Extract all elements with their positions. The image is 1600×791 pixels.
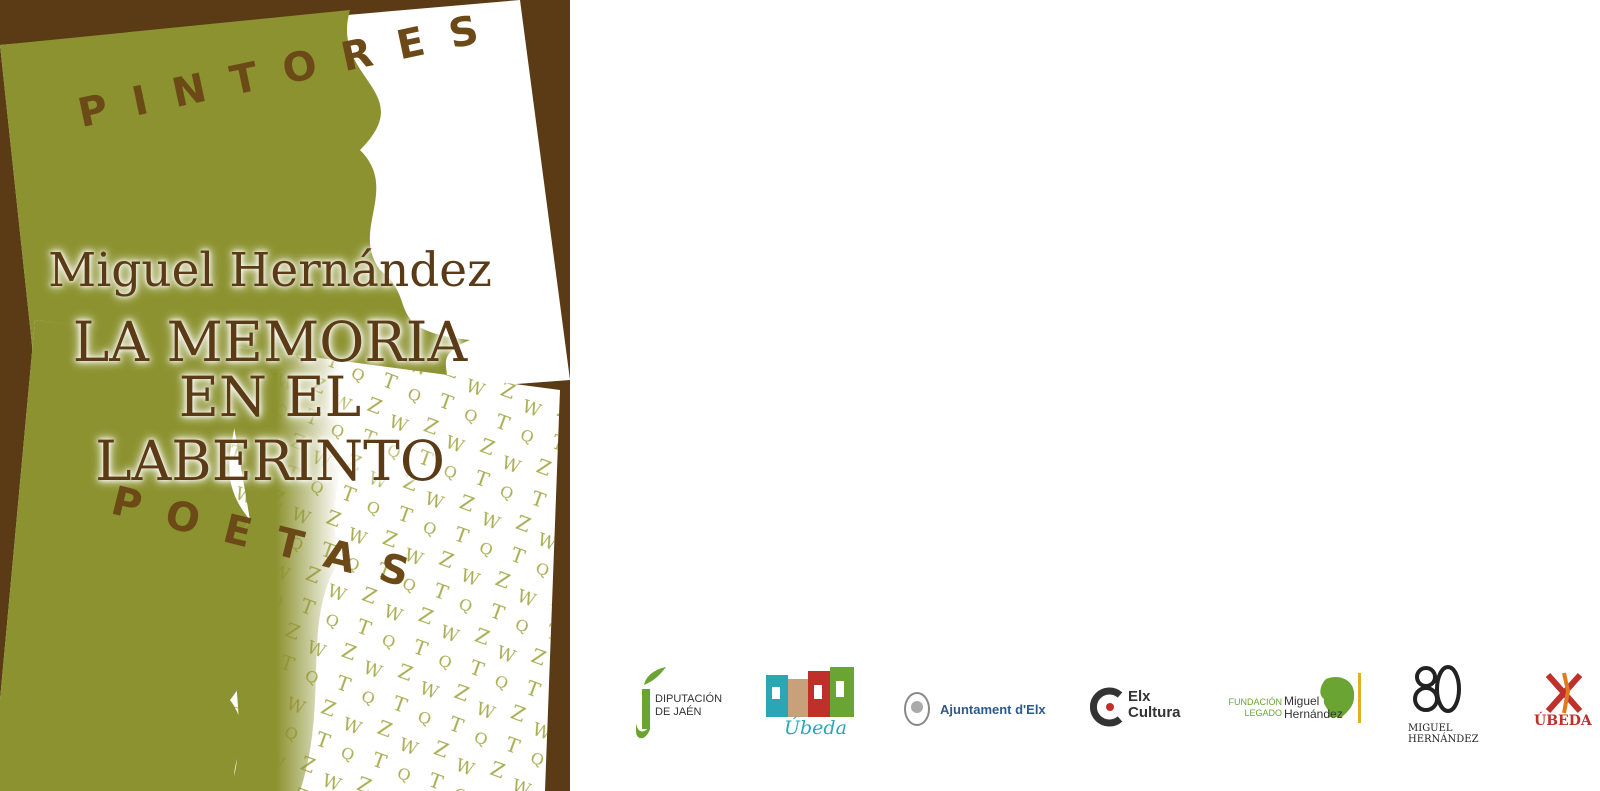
ajuntament-elx-logo: [902, 665, 1052, 745]
fundacion-legado-logo: [1228, 665, 1368, 745]
ubeda-logo: [766, 665, 856, 745]
ochenta-line2: HERNÁNDEZ: [1408, 734, 1479, 745]
elx-shield-icon: [902, 689, 932, 729]
diputacion-line1: DIPUTACIÓN: [655, 693, 723, 705]
ubeda-wordmark: Úbeda: [784, 717, 847, 739]
diputacion-jaen-logo: [636, 665, 726, 745]
fundacion-line2: LEGADO: [1244, 708, 1282, 718]
poster-pintores-word: PINTORES: [74, 1, 508, 137]
ubeda-buildings-icon: [766, 665, 856, 719]
ubeda-patrimonio-wordmark: ÚBEDA: [1534, 713, 1592, 729]
fundacion-line4: Hernández: [1284, 707, 1343, 721]
poster-title-line2: EN EL LABERINTO: [95, 365, 445, 493]
poster-author-name: Miguel Hernández: [48, 243, 492, 298]
ubeda-patrimonio-logo: [1532, 665, 1596, 745]
fundacion-line3: Miguel: [1284, 694, 1320, 708]
poster-title-line1: LA MEMORIA: [72, 310, 468, 374]
diputacion-line2: DE JAÉN: [655, 706, 702, 718]
elx-wordmark: Ajuntament d'Elx: [940, 702, 1046, 717]
elx-cultura-icon: [1090, 687, 1124, 727]
exhibition-poster: [0, 0, 570, 791]
fundacion-line1: FUNDACIÓN: [1228, 697, 1282, 707]
ochenta-aniversario-logo: [1408, 665, 1488, 745]
elx-cultura-line1: Elx: [1128, 688, 1151, 705]
elx-cultura-line2: Cultura: [1128, 704, 1181, 721]
elx-cultura-logo: [1090, 665, 1190, 745]
eighty-anniversary-icon: [1412, 661, 1462, 717]
ochenta-line1: MIGUEL: [1408, 723, 1453, 734]
ubeda-patrimonio-icon: [1544, 671, 1584, 715]
ochenta-wordmark: [1408, 723, 1479, 745]
poster-poetas-word: POETAS: [106, 478, 439, 603]
